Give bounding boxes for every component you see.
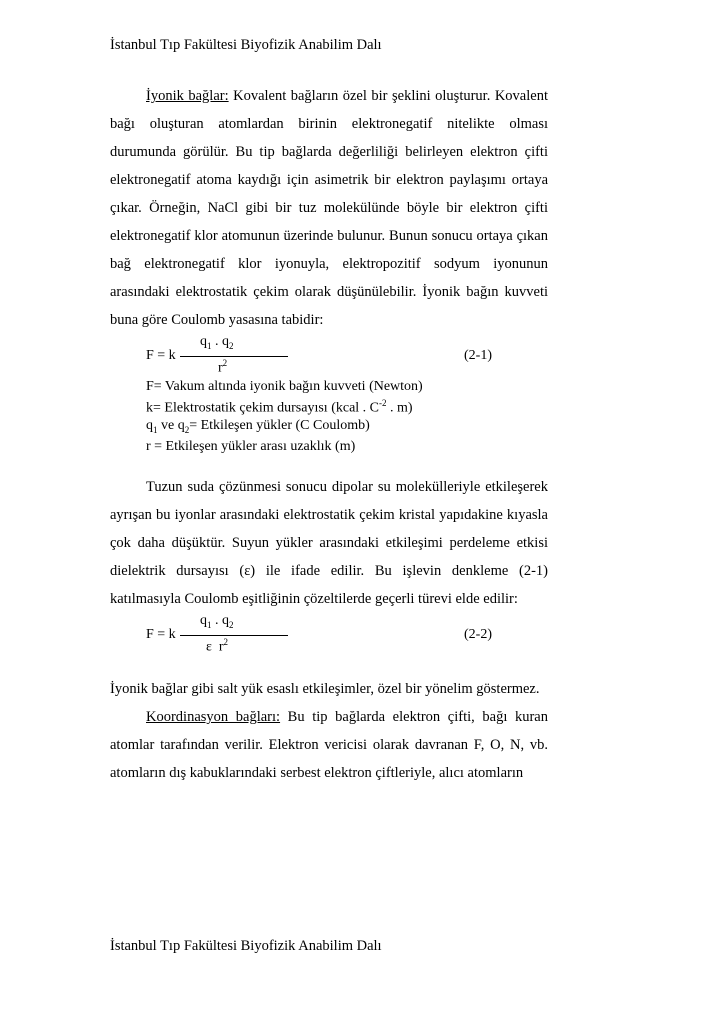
page-header: İstanbul Tıp Fakültesi Biyofizik Anabilim Dalı xyxy=(110,37,382,53)
formula-2-denominator: ε $r^2$ xyxy=(206,637,229,656)
formula-1-fraction-bar xyxy=(180,356,288,357)
ionic-bonds-term: İyonik bağlar: xyxy=(146,88,229,104)
page-content xyxy=(110,82,548,787)
coulomb-formula-2 xyxy=(146,613,548,657)
definition-f: F= Vakum altında iyonik bağın kuvveti (Newton) xyxy=(146,379,423,394)
definition-r: r = Etkileşen yükler arası uzaklık (m) xyxy=(146,439,356,455)
coulomb-formula-1 xyxy=(146,334,548,378)
formula-2-fraction-bar xyxy=(180,635,288,636)
coordination-bonds-text: Bu tip bağlarda elektron çifti, bağı kuran atomlar tarafından verilir. Elektron vericisi olarak davranan F, O, N, vb. atomların dış kabuklarındaki serbest elektron çiftleriyle, alıcı atomların xyxy=(110,709,548,782)
formula-1-number: (2-1) xyxy=(464,348,492,363)
dissolution-paragraph: Tuzun suda çözünmesi sonucu dipolar su molekülleriyle etkileşerek ayrışan bu iyonlar arasındaki elektrostatik çekim kristal yapıdakine kıyasla çok daha düşüktür. Suyun yükler arasındaki etkileşimi perdeleme etkisi dielektrik dursayısı (ε) ile ifade edilir. Bu işlevin denkleme (2-1) katılmasıyla Coulomb eşitliğinin çözeltilerde geçerli türevi elde edilir: xyxy=(110,479,548,608)
formula-1-lhs: F = k xyxy=(146,348,176,363)
formula-2-number: (2-2) xyxy=(464,627,492,643)
coordination-bonds-paragraph xyxy=(110,703,548,787)
formula-1-denominator: $r^2$ xyxy=(218,358,228,376)
coordination-bonds-term: Koordinasyon bağları: xyxy=(146,709,281,726)
formula-1-numerator: $q_1$ . $q_2$ xyxy=(200,334,234,351)
definition-k: k= Elektrostatik çekim dursayısı (kcal . $C^{-2}$ . m) xyxy=(146,398,413,416)
formula-definitions xyxy=(146,378,548,455)
definition-q: $q_1$ ve $q_2=$ Etkileşen yükler (C Coulomb) xyxy=(146,417,370,435)
ionic-bonds-paragraph xyxy=(110,82,548,334)
formula-2-lhs: F = k xyxy=(146,627,176,643)
ionic-bonds-text: Kovalent bağların özel bir şeklini oluşturur. Kovalent bağı oluşturan atomlardan birinin elektronegatif nitelikte olması durumunda görülür. Bu tip bağlarda değerliliği belirleyen elektron çifti elektronegatif atoma kaydığı için asimetrik bir elektron paylaşımı ortaya çıkar. Örneğin, NaCl gibi bir tuz molekülünde böyle bir elektron çifti elektronegatif klor atomunun üzerinde bulunur. Bunun sonucu ortaya çıkan bağ elektronegatif klor iyonuyla, elektropozitif sodyum iyonunun arasındaki elektrostatik çekim olarak düşünülebilir. İyonik bağın kuvveti buna göre Coulomb yasasına tabidir: xyxy=(110,88,548,328)
formula-2-numerator: $q_1$ . $q_2$ xyxy=(200,613,234,631)
orientation-paragraph: İyonik bağlar gibi salt yük esaslı etkileşimler, özel bir yönelim göstermez. xyxy=(110,681,540,698)
page-footer: İstanbul Tıp Fakültesi Biyofizik Anabilim Dalı xyxy=(110,938,382,954)
